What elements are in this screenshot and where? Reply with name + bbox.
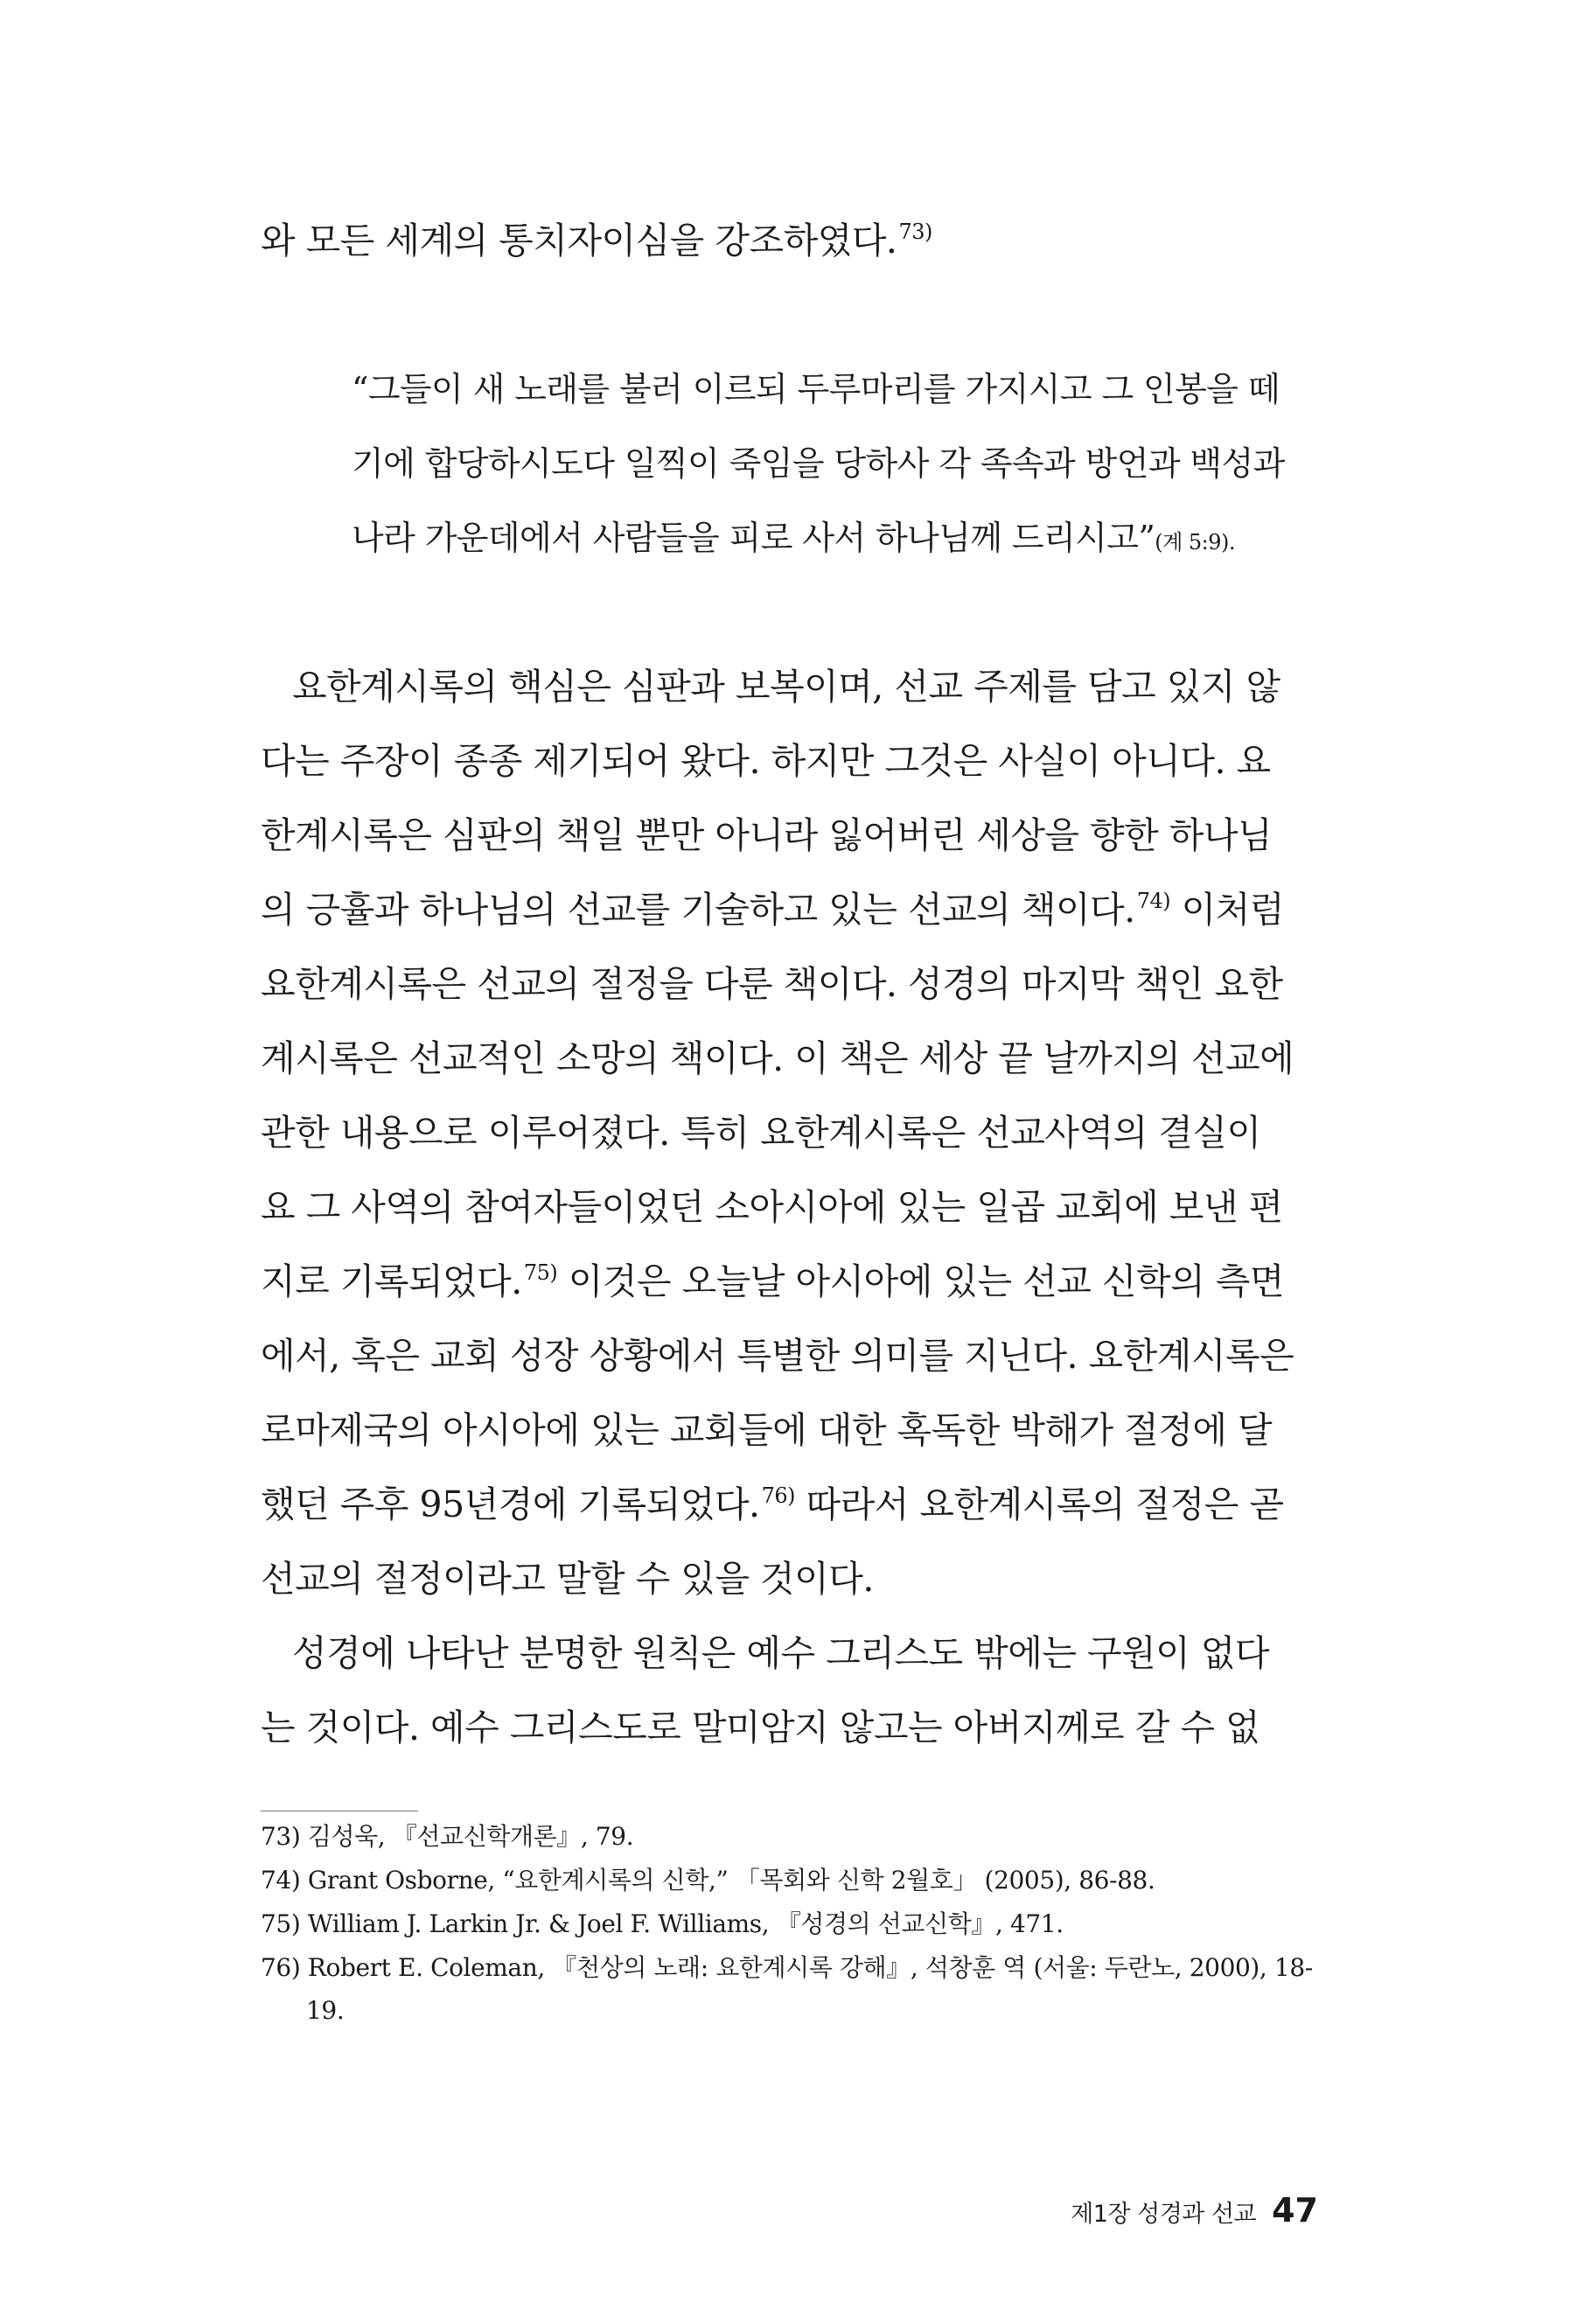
para1-line-4 [261,888,1319,932]
para1-line-13: 선교의 절정이라고 말할 수 있을 것이다. [261,1558,874,1600]
para1-line-10: 에서, 혹은 교회 성장 상황에서 특별한 의미를 지닌다. 요한계시록은 [261,1335,1294,1377]
footnote-75: 75) William J. Larkin Jr. & Joel F. Williams, 『성경의 선교신학』, 471. [261,1909,1064,1938]
footnote-76-continuation: 19. [306,1996,345,2025]
footnote-74: 74) Grant Osborne, “요한계시록의 신학,” 「목회와 신학 2월호」 (2005), 86-88. [261,1866,1155,1895]
para1-line-12 [261,1483,1319,1526]
footnote-73: 73) 김성욱, 『선교신학개론』, 79. [261,1822,634,1851]
para1-line-12-text-a: 했던 주후 95년경에 기록되었다. [261,1483,760,1525]
para1-line-4-text-b: 이처럼 [1170,889,1284,931]
quote-line-2: 기에 합당하시도다 일찍이 죽임을 당하사 각 족속과 방언과 백성과 [352,444,1285,483]
footnote-marker-76: 76) [761,1483,795,1508]
scripture-reference: (계 5:9). [1155,530,1235,555]
para1-line-8: 요 그 사역의 참여자들이었던 소아시아에 있는 일곱 교회에 보낸 편 [261,1186,1283,1228]
para1-line-12-text-b: 따라서 요한계시록의 절정은 곧 [794,1483,1284,1525]
para1-line-9-text-b: 이것은 오늘날 아시아에 있는 선교 신학의 측면 [557,1260,1284,1302]
para1-line-7: 관한 내용으로 이루어졌다. 특히 요한계시록은 선교사역의 결실이 [261,1112,1261,1154]
quote-line-3-text: 나라 가운데에서 사람들을 피로 사서 하나님께 드리시고” [352,519,1155,557]
footnote-76: 76) Robert E. Coleman, 『천상의 노래: 요한계시록 강해』, 석창훈 역 (서울: 두란노, 2000), 18- [261,1953,1313,1982]
page-number: 47 [1272,2191,1318,2230]
para1-line-9 [261,1260,1319,1303]
para1-line-5: 요한계시록은 선교의 절정을 다룬 책이다. 성경의 마지막 책인 요한 [261,963,1283,1005]
para1-line-3: 한계시록은 심판의 책일 뿐만 아니라 잃어버린 세상을 향한 하나님 [261,814,1273,856]
para1-line-2: 다는 주장이 종종 제기되어 왔다. 하지만 그것은 사실이 아니다. 요 [261,740,1271,782]
para2-line-2: 는 것이다. 예수 그리스도로 말미암지 않고는 아버지께로 갈 수 없 [261,1706,1260,1748]
running-footer [1071,2191,1318,2230]
chapter-title: 제1장 성경과 선교 [1071,2201,1257,2228]
opening-line [261,219,1319,262]
para1-line-4-text-a: 의 긍휼과 하나님의 선교를 기술하고 있는 선교의 책이다. [261,889,1135,931]
para1-line-6: 계시록은 선교적인 소망의 책이다. 이 책은 세상 끝 날까지의 선교에 [261,1037,1294,1079]
para1-line-11: 로마제국의 아시아에 있는 교회들에 대한 혹독한 박해가 절정에 달 [261,1409,1273,1451]
footnote-marker-74: 74) [1136,889,1171,913]
para1-line-9-text-a: 지로 기록되었다. [261,1260,522,1302]
para1-line-1: 요한계시록의 핵심은 심판과 보복이며, 선교 주제를 담고 있지 않 [292,666,1280,708]
footnote-marker-75: 75) [523,1260,558,1285]
opening-text: 와 모든 세계의 통치자이심을 강조하였다. [261,220,897,262]
para2-line-1: 성경에 나타난 분명한 원칙은 예수 그리스도 밖에는 구원이 없다 [292,1632,1270,1674]
quote-line-1: “그들이 새 노래를 불러 이르되 두루마리를 가지시고 그 인봉을 떼 [352,370,1280,408]
footnote-marker-73: 73) [898,220,932,244]
quote-line-3 [352,516,1319,564]
